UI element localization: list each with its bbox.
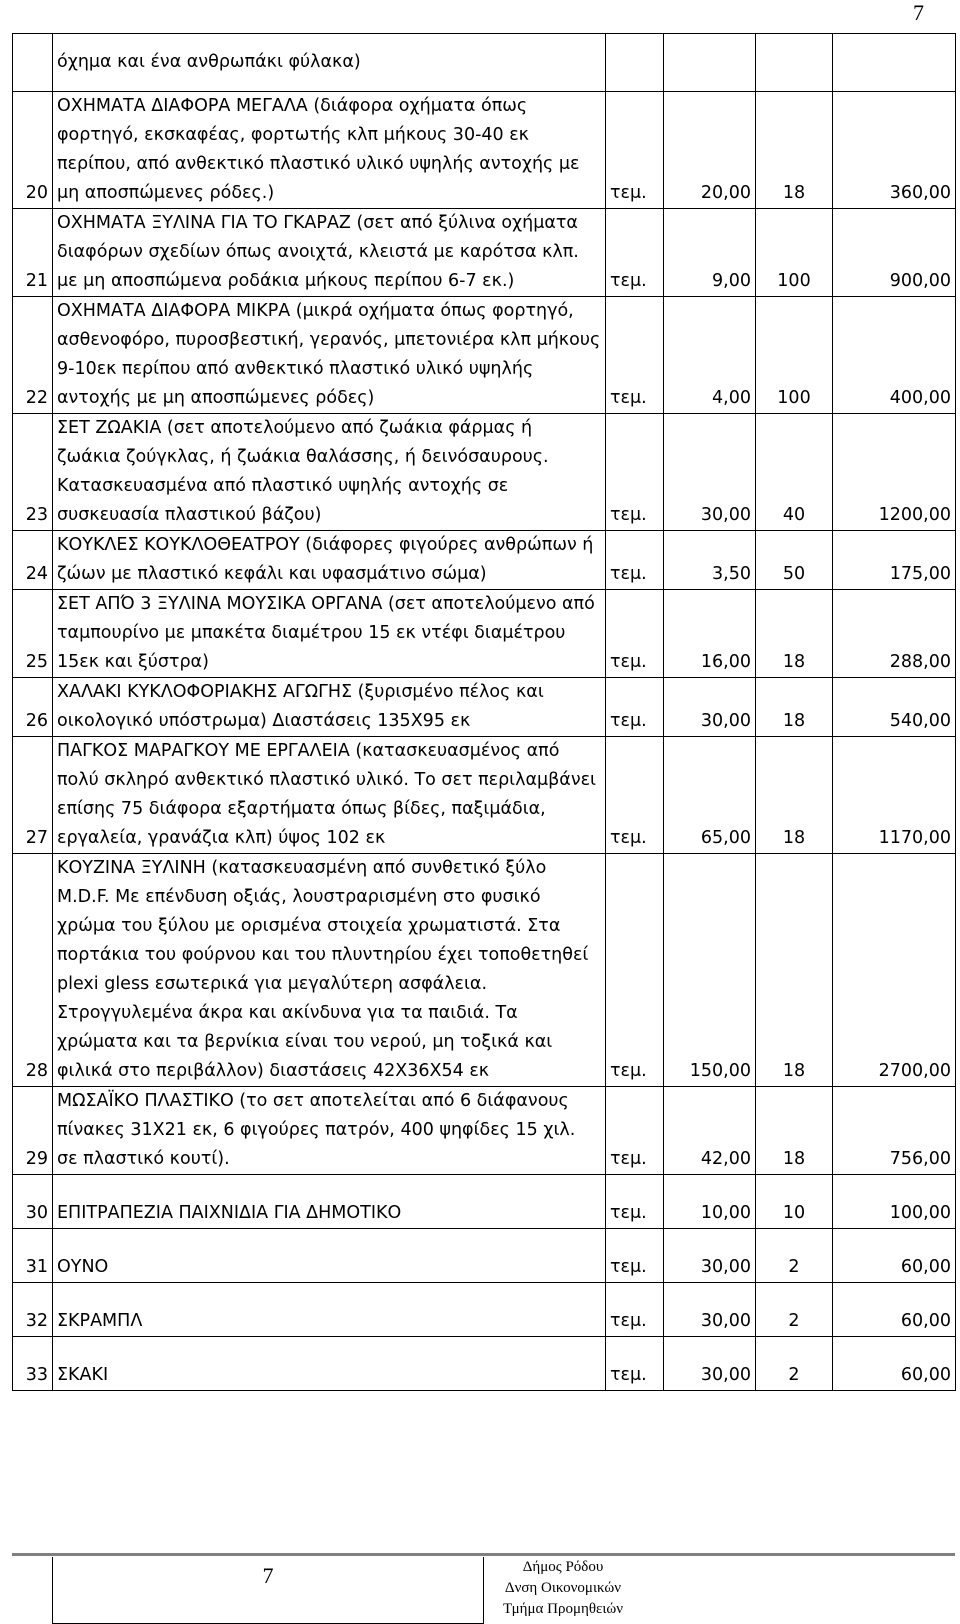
item-total: 756,00 — [833, 1087, 956, 1175]
items-table — [12, 33, 956, 1391]
item-price: 65,00 — [664, 737, 756, 854]
table-row — [13, 531, 956, 590]
item-number: 31 — [13, 1229, 53, 1283]
item-unit: τεμ. — [606, 854, 664, 1087]
item-quantity: 100 — [756, 297, 833, 414]
item-number: 20 — [13, 92, 53, 209]
table-row — [13, 1283, 956, 1337]
item-description: ΜΩΣΑΪΚΟ ΠΛΑΣΤΙΚΟ (το σετ αποτελείται από 6 διάφανους πίνακες 31Χ21 εκ, 6 φιγούρες πατρόν, 400 ψηφίδες 15 χιλ. σε πλαστικό κουτί). — [53, 1087, 606, 1175]
item-quantity: 2 — [756, 1283, 833, 1337]
item-description: ΠΑΓΚΟΣ ΜΑΡΑΓΚΟΥ ΜΕ ΕΡΓΑΛΕΙΑ (κατασκευασμένος από πολύ σκληρό ανθεκτικό πλαστικό υλικό. Το σετ περιλαμβάνει επίσης 75 διάφορα εξαρτήματα όπως βίδες, παξιμάδια, εργαλεία, γρανάζια κλπ) ύψος 102 εκ — [53, 737, 606, 854]
item-total: 288,00 — [833, 590, 956, 678]
item-price: 30,00 — [664, 1283, 756, 1337]
item-description: ΚΟΥΚΛΕΣ ΚΟΥΚΛΟΘΕΑΤΡΟΥ (διάφορες φιγούρες ανθρώπων ή ζώων με πλαστικό κεφάλι και υφασμάτινο σώμα) — [53, 531, 606, 590]
item-price: 30,00 — [664, 414, 756, 531]
item-unit: τεμ. — [606, 590, 664, 678]
table-row — [13, 590, 956, 678]
item-unit: τεμ. — [606, 209, 664, 297]
item-unit: τεμ. — [606, 1087, 664, 1175]
item-quantity: 18 — [756, 678, 833, 737]
item-description: ΧΑΛΑΚΙ ΚΥΚΛΟΦΟΡΙΑΚΗΣ ΑΓΩΓΗΣ (ξυρισμένο πέλος και οικολογικό υπόστρωμα) Διαστάσεις 135Χ95 εκ — [53, 678, 606, 737]
table-row — [13, 854, 956, 1087]
item-price: 150,00 — [664, 854, 756, 1087]
item-number: 30 — [13, 1175, 53, 1229]
item-price: 42,00 — [664, 1087, 756, 1175]
page-number: 7 — [913, 0, 924, 25]
item-quantity: 18 — [756, 92, 833, 209]
item-unit: τεμ. — [606, 1229, 664, 1283]
item-unit: τεμ. — [606, 1175, 664, 1229]
item-number: 21 — [13, 209, 53, 297]
item-description: ΕΠΙΤΡΑΠΕΖΙΑ ΠΑΙΧΝΙΔΙΑ ΓΙΑ ΔΗΜΟΤΙΚΟ — [53, 1175, 606, 1229]
table-row — [13, 1175, 956, 1229]
item-number — [13, 34, 53, 92]
item-price: 16,00 — [664, 590, 756, 678]
item-description: ΣΚΡΑΜΠΛ — [53, 1283, 606, 1337]
table-row — [13, 678, 956, 737]
item-description: ΟΧΗΜΑΤΑ ΔΙΑΦΟΡΑ ΜΕΓΑΛΑ (διάφορα οχήματα όπως φορτηγό, εκσκαφέας, φορτωτής κλπ μήκους 30-40 εκ περίπου, από ανθεκτικό πλαστικό υλικό υψηλής αντοχής με μη αποσπώμενες ρόδες.) — [53, 92, 606, 209]
item-quantity: 18 — [756, 1087, 833, 1175]
table-row — [13, 34, 956, 92]
item-total: 1200,00 — [833, 414, 956, 531]
item-unit: τεμ. — [606, 531, 664, 590]
item-description: ΟΧΗΜΑΤΑ ΔΙΑΦΟΡΑ ΜΙΚΡΑ (μικρά οχήματα όπως φορτηγό, ασθενοφόρο, πυροσβεστική, γερανός, μπετονιέρα κλπ μήκους 9-10εκ περίπου από ανθεκτικό πλαστικό υλικό υψηλής αντοχής με μη αποσπώμενες ρόδες) — [53, 297, 606, 414]
item-description: ΟΥΝΟ — [53, 1229, 606, 1283]
item-total: 360,00 — [833, 92, 956, 209]
item-quantity: 18 — [756, 590, 833, 678]
item-number: 28 — [13, 854, 53, 1087]
item-price: 10,00 — [664, 1175, 756, 1229]
item-unit: τεμ. — [606, 414, 664, 531]
item-price: 3,50 — [664, 531, 756, 590]
item-quantity: 2 — [756, 1337, 833, 1391]
item-quantity: 2 — [756, 1229, 833, 1283]
table-row — [13, 297, 956, 414]
footer-org-line: Τμήμα Προμηθειών — [502, 1601, 624, 1617]
item-price: 30,00 — [664, 1229, 756, 1283]
item-total: 400,00 — [833, 297, 956, 414]
table-row — [13, 1087, 956, 1175]
item-price: 4,00 — [664, 297, 756, 414]
item-unit: τεμ. — [606, 678, 664, 737]
item-description: ΣΚΑΚΙ — [53, 1337, 606, 1391]
item-quantity: 50 — [756, 531, 833, 590]
footer-divider — [12, 1553, 955, 1556]
item-quantity: 18 — [756, 737, 833, 854]
item-quantity: 100 — [756, 209, 833, 297]
footer-organization — [412, 1557, 714, 1620]
item-quantity: 10 — [756, 1175, 833, 1229]
table-row — [13, 414, 956, 531]
item-number: 29 — [13, 1087, 53, 1175]
item-quantity: 40 — [756, 414, 833, 531]
item-price: 30,00 — [664, 1337, 756, 1391]
item-unit — [606, 34, 664, 92]
item-quantity: 18 — [756, 854, 833, 1087]
item-number: 33 — [13, 1337, 53, 1391]
item-description: όχημα και ένα ανθρωπάκι φύλακα) — [53, 34, 606, 92]
item-number: 26 — [13, 678, 53, 737]
item-price: 20,00 — [664, 92, 756, 209]
item-number: 32 — [13, 1283, 53, 1337]
item-quantity — [756, 34, 833, 92]
item-description: ΣΕΤ ΑΠΌ 3 ΞΥΛΙΝΑ ΜΟΥΣΙΚΑ ΟΡΓΑΝΑ (σετ αποτελούμενο από ταμπουρίνο με μπακέτα διαμέτρου 15 εκ ντέφι διαμέτρου 15εκ και ξύστρα) — [53, 590, 606, 678]
item-total: 60,00 — [833, 1229, 956, 1283]
item-unit: τεμ. — [606, 1283, 664, 1337]
item-total: 900,00 — [833, 209, 956, 297]
footer-org-line: Δνση Οικονομικών — [504, 1580, 622, 1596]
item-total: 60,00 — [833, 1283, 956, 1337]
table-row — [13, 737, 956, 854]
item-unit: τεμ. — [606, 92, 664, 209]
item-unit: τεμ. — [606, 297, 664, 414]
item-total: 100,00 — [833, 1175, 956, 1229]
table-row — [13, 92, 956, 209]
item-number: 25 — [13, 590, 53, 678]
table-row — [13, 209, 956, 297]
item-number: 24 — [13, 531, 53, 590]
item-description: ΚΟΥΖΙΝΑ ΞΥΛΙΝΗ (κατασκευασμένη από συνθετικό ξύλο M.D.F. Με επένδυση οξιάς, λουστραρισμένη στο φυσικό χρώμα του ξύλου με ορισμένα στοιχεία χρωματιστά. Στα πορτάκια του φούρνου και του πλυντηρίου έχει τοποθετηθεί plexi gless εσωτερικά για μεγαλύτερη ασφάλεια. Στρογγυλεμένα άκρα και ακίνδυνα για τα παιδιά. Τα χρώματα και τα βερνίκια είναι του νερού, μη τοξικά και φιλικά στο περιβάλλον) διαστάσεις 42Χ36Χ54 εκ — [53, 854, 606, 1087]
table-row — [13, 1337, 956, 1391]
item-total: 175,00 — [833, 531, 956, 590]
item-number: 23 — [13, 414, 53, 531]
item-price: 9,00 — [664, 209, 756, 297]
footer-org-line: Δήμος Ρόδου — [522, 1559, 604, 1575]
item-price: 30,00 — [664, 678, 756, 737]
item-price — [664, 34, 756, 92]
item-number: 22 — [13, 297, 53, 414]
table-row — [13, 1229, 956, 1283]
item-description: ΟΧΗΜΑΤΑ ΞΥΛΙΝΑ ΓΙΑ ΤΟ ΓΚΑΡΑΖ (σετ από ξύλινα οχήματα διαφόρων σχεδίων όπως ανοιχτά, κλειστά με καρότσα κλπ. με μη αποσπώμενα ροδάκια μήκους περίπου 6-7 εκ.) — [53, 209, 606, 297]
item-total: 60,00 — [833, 1337, 956, 1391]
item-total: 540,00 — [833, 678, 956, 737]
item-unit: τεμ. — [606, 1337, 664, 1391]
item-number: 27 — [13, 737, 53, 854]
item-total: 2700,00 — [833, 854, 956, 1087]
item-total: 1170,00 — [833, 737, 956, 854]
item-unit: τεμ. — [606, 737, 664, 854]
footer-page-number: 7 — [262, 1563, 274, 1588]
item-description: ΣΕΤ ΖΩΑΚΙΑ (σετ αποτελούμενο από ζωάκια φάρμας ή ζωάκια ζούγκλας, ή ζωάκια θαλάσσης, ή δεινόσαυρους. Κατασκευασμένα από πλαστικό υψηλής αντοχής σε συσκευασία πλαστικού βάζου) — [53, 414, 606, 531]
item-total — [833, 34, 956, 92]
